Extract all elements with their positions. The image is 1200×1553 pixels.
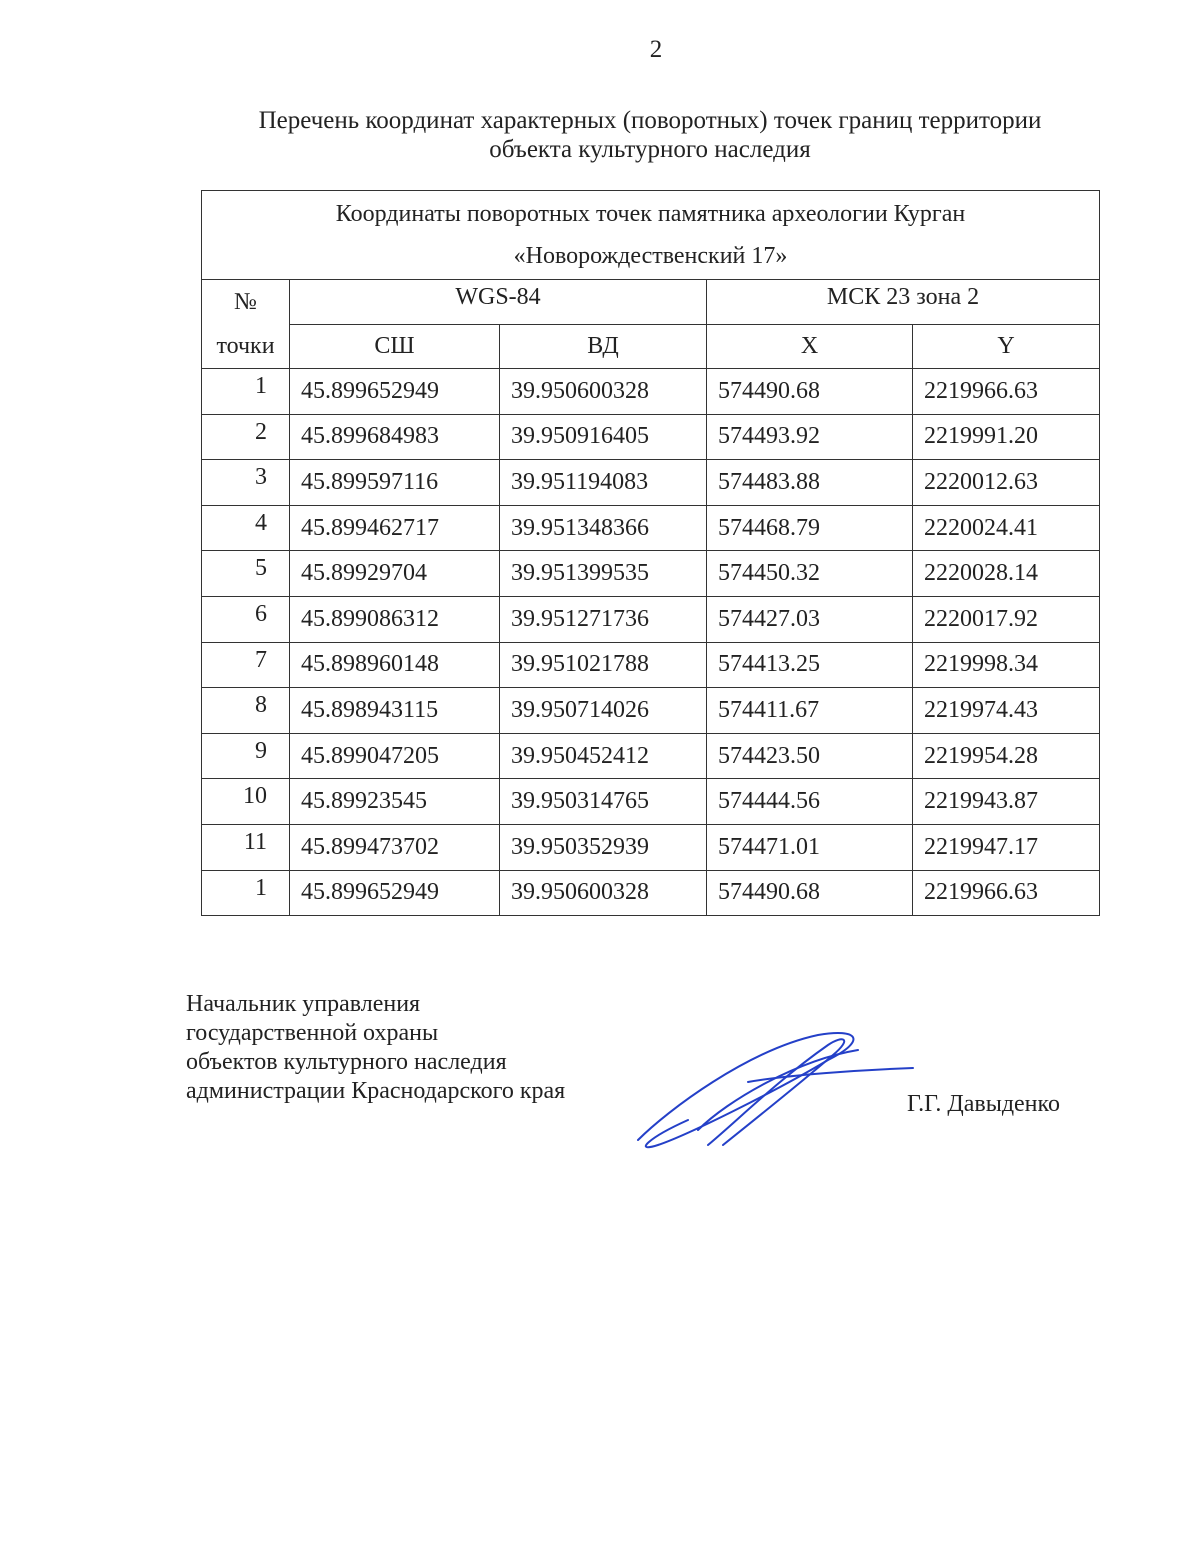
table-row — [202, 414, 1100, 460]
latitude-header: СШ — [290, 324, 500, 369]
signer-name: Г.Г. Давыденко — [907, 1091, 1060, 1117]
latitude-value: 45.899652949 — [290, 870, 500, 916]
x-value: 574493.92 — [707, 414, 913, 460]
longitude-value: 39.950352939 — [500, 824, 707, 870]
y-value: 2219954.28 — [913, 733, 1100, 779]
y-value: 2220028.14 — [913, 551, 1100, 597]
longitude-header: ВД — [500, 324, 707, 369]
point-number: 3 — [202, 460, 290, 506]
latitude-value: 45.898943115 — [290, 688, 500, 734]
x-value: 574413.25 — [707, 642, 913, 688]
table-row — [202, 779, 1100, 825]
table-caption-line-1: Координаты поворотных точек памятника археологии Курган — [335, 201, 966, 227]
table-row — [202, 870, 1100, 916]
position-line-1: Начальник управления — [186, 991, 421, 1017]
longitude-value: 39.951271736 — [500, 596, 707, 642]
point-number: 1 — [202, 870, 290, 916]
latitude-value: 45.899597116 — [290, 460, 500, 506]
point-number: 11 — [202, 824, 290, 870]
latitude-value: 45.89929704 — [290, 551, 500, 597]
point-number: 4 — [202, 505, 290, 551]
point-number-header — [202, 280, 290, 369]
latitude-value: 45.899652949 — [290, 369, 500, 415]
y-value: 2219991.20 — [913, 414, 1100, 460]
page-number: 2 — [649, 36, 663, 63]
point-number: 8 — [202, 688, 290, 734]
point-number: 9 — [202, 733, 290, 779]
x-value: 574450.32 — [707, 551, 913, 597]
document-title — [200, 106, 1100, 164]
table-row — [202, 369, 1100, 415]
point-number: 7 — [202, 642, 290, 688]
longitude-value: 39.951399535 — [500, 551, 707, 597]
latitude-value: 45.899462717 — [290, 505, 500, 551]
x-value: 574444.56 — [707, 779, 913, 825]
x-value: 574471.01 — [707, 824, 913, 870]
y-header: Y — [913, 324, 1100, 369]
y-value: 2219966.63 — [913, 870, 1100, 916]
longitude-value: 39.950916405 — [500, 414, 707, 460]
latitude-value: 45.898960148 — [290, 642, 500, 688]
point-number: 1 — [202, 369, 290, 415]
x-value: 574490.68 — [707, 369, 913, 415]
wgs84-header: WGS-84 — [290, 280, 707, 325]
point-number-header-line-1: № — [234, 289, 257, 315]
coordinates-table — [201, 190, 1100, 916]
table-caption — [202, 191, 1100, 280]
longitude-value: 39.951021788 — [500, 642, 707, 688]
longitude-value: 39.950600328 — [500, 870, 707, 916]
title-line-2: объекта культурного наследия — [489, 136, 811, 163]
position-line-4: администрации Краснодарского края — [186, 1078, 566, 1104]
position-line-2: государственной охраны — [186, 1020, 439, 1046]
x-value: 574490.68 — [707, 870, 913, 916]
longitude-value: 39.951194083 — [500, 460, 707, 506]
x-value: 574411.67 — [707, 688, 913, 734]
table-row — [202, 688, 1100, 734]
table-row — [202, 551, 1100, 597]
table-row — [202, 505, 1100, 551]
table-caption-line-2: «Новорождественский 17» — [513, 243, 788, 269]
longitude-value: 39.951348366 — [500, 505, 707, 551]
point-number: 6 — [202, 596, 290, 642]
table-body — [202, 369, 1100, 916]
position-line-3: объектов культурного наследия — [186, 1049, 507, 1075]
table-row — [202, 733, 1100, 779]
x-header: X — [707, 324, 913, 369]
latitude-value: 45.899086312 — [290, 596, 500, 642]
latitude-value: 45.89923545 — [290, 779, 500, 825]
latitude-value: 45.899473702 — [290, 824, 500, 870]
longitude-value: 39.950314765 — [500, 779, 707, 825]
y-value: 2219998.34 — [913, 642, 1100, 688]
y-value: 2220017.92 — [913, 596, 1100, 642]
point-number: 5 — [202, 551, 290, 597]
y-value: 2219974.43 — [913, 688, 1100, 734]
table-row — [202, 824, 1100, 870]
point-number: 10 — [202, 779, 290, 825]
y-value: 2219966.63 — [913, 369, 1100, 415]
y-value: 2219943.87 — [913, 779, 1100, 825]
y-value: 2220024.41 — [913, 505, 1100, 551]
x-value: 574427.03 — [707, 596, 913, 642]
point-number: 2 — [202, 414, 290, 460]
x-value: 574483.88 — [707, 460, 913, 506]
longitude-value: 39.950452412 — [500, 733, 707, 779]
latitude-value: 45.899047205 — [290, 733, 500, 779]
handwritten-signature — [628, 1020, 918, 1160]
signatory-position — [186, 990, 565, 1106]
x-value: 574423.50 — [707, 733, 913, 779]
table-row — [202, 642, 1100, 688]
longitude-value: 39.950600328 — [500, 369, 707, 415]
table-row — [202, 596, 1100, 642]
title-line-1: Перечень координат характерных (поворотных) точек границ территории — [258, 107, 1042, 134]
y-value: 2220012.63 — [913, 460, 1100, 506]
table-row — [202, 460, 1100, 506]
longitude-value: 39.950714026 — [500, 688, 707, 734]
msk23-header: МСК 23 зона 2 — [707, 280, 1100, 325]
point-number-header-line-2: точки — [216, 333, 275, 359]
y-value: 2219947.17 — [913, 824, 1100, 870]
latitude-value: 45.899684983 — [290, 414, 500, 460]
x-value: 574468.79 — [707, 505, 913, 551]
